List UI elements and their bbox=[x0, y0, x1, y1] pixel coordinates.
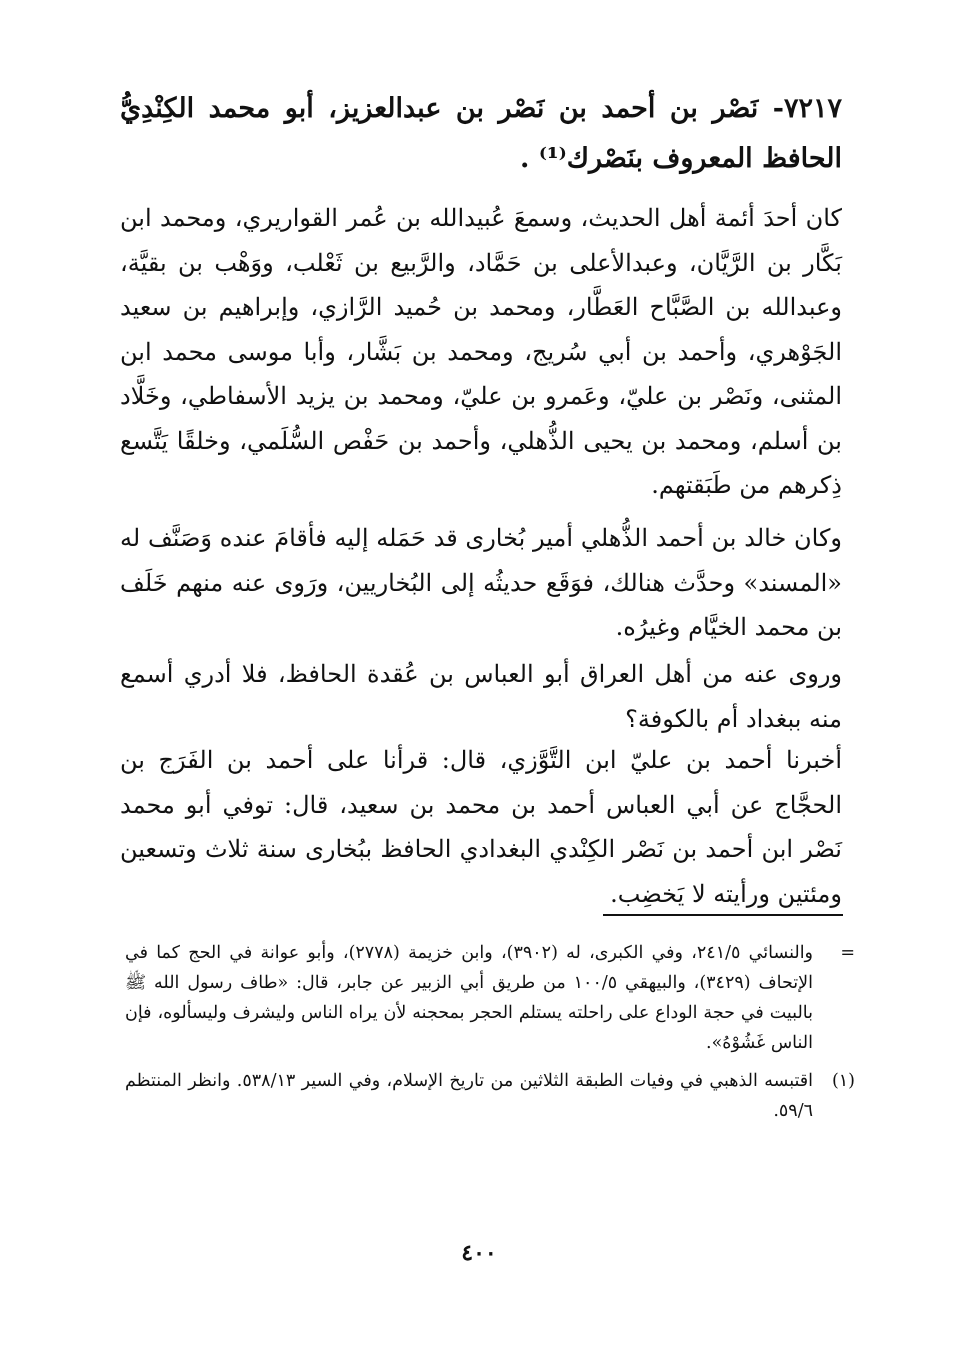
entry-heading: ٧٢١٧- نَصْر بن أحمد بن نَصْر بن عبدالعزيز، أبو محمد الكِنْدِيُّ الحافظ المعروف بنَصْرك⁽¹⁾ . bbox=[120, 93, 842, 174]
paragraph-iraq-narrators: وروى عنه من أهل العراق أبو العباس بن عُقدة الحافظ، فلا أدري أسمع منه ببغداد أم بالكوفة؟ bbox=[120, 660, 842, 733]
paragraph-bukhara: وكان خالد بن أحمد الذُّهلي أمير بُخارى قد حَمَله إليه فأقامَ عنده وَصَنَّف له «المسند» وحدَّث هنالك، فوَقَع حديثُه إلى البُخاريين، ورَوى عنه منهم خَلَف بن محمد الخيَّام وغيرُه. bbox=[120, 524, 842, 641]
footnote-text: اقتبسه الذهبي في وفيات الطبقة الثلاثين من تاريخ الإسلام، وفي السير ٥٣٨/١٣. وانظر المنتظم ٥٩/٦. bbox=[125, 1071, 813, 1121]
page-number: ٤٠٠ bbox=[461, 1240, 497, 1266]
footnote-marker: = bbox=[840, 943, 855, 963]
footnotes-section bbox=[125, 938, 855, 1134]
paragraph-teachers: كان أحدَ أئمة أهل الحديث، وسمعَ عُبيدالله بن عُمر القواريري، ومحمد ابن بَكَّار بن الرَّيَّان، وعبدالأعلى بن حَمَّاد، والرَّبيع بن ثَعْلب، ووَهْب بن بقيَّة، وعبدالله بن الصَّبَّاح العَطَّار، ومحمد بن حُميد الرَّازي، وإبراهيم بن سعيد الجَوْهري، وأحمد بن أبي سُريج، ومحمد بن بَشَّار، وأبا موسى محمد ابن المثنى، ونَصْر بن عليّ، وعَمرو بن عليّ، ومحمد بن يزيد الأسفاطي، وخَلَّاد بن أسلم، ومحمد بن يحيى الذُّهلي، وأحمد بن حَفْص السُّلَمي، وخلقًا يَتَّسع ذِكرهم من طَبَقتهم. bbox=[120, 204, 842, 499]
footnote-continuation bbox=[125, 938, 855, 1058]
footnote-1 bbox=[125, 1066, 855, 1126]
footnote-marker: (١) bbox=[831, 1071, 855, 1091]
footnote-separator bbox=[603, 914, 843, 916]
paragraph-death-report: أخبرنا أحمد بن عليّ ابن التَّوَّزي، قال: قرأنا على أحمد بن الفَرَج بن الحجَّاج عن أبي العباس أحمد بن محمد بن سعيد، قال: توفي أبو محمد نَصْر ابن أحمد بن نَصْر الكِنْدي البغدادي الحافظ ببُخارى سنة ثلاث وتسعين ومئتين ورأيته لا يَخضِب. bbox=[120, 746, 842, 908]
footnote-text: والنسائي ٢٤١/٥، وفي الكبرى، له (٣٩٠٢)، وابن خزيمة (٢٧٧٨)، وأبو عوانة في الحج كما في الإتحاف (٣٤٢٩)، والبيهقي ١٠٠/٥ من طريق أبي الزبير عن جابر، قال: «طاف رسول الله ﷺ بالبيت في حجة الوداع على راحلته يستلم الحجر بمحجنه لأن يراه الناس وليشرف وليسألوه، فإن الناس غَشُوْهُ». bbox=[125, 943, 814, 1053]
